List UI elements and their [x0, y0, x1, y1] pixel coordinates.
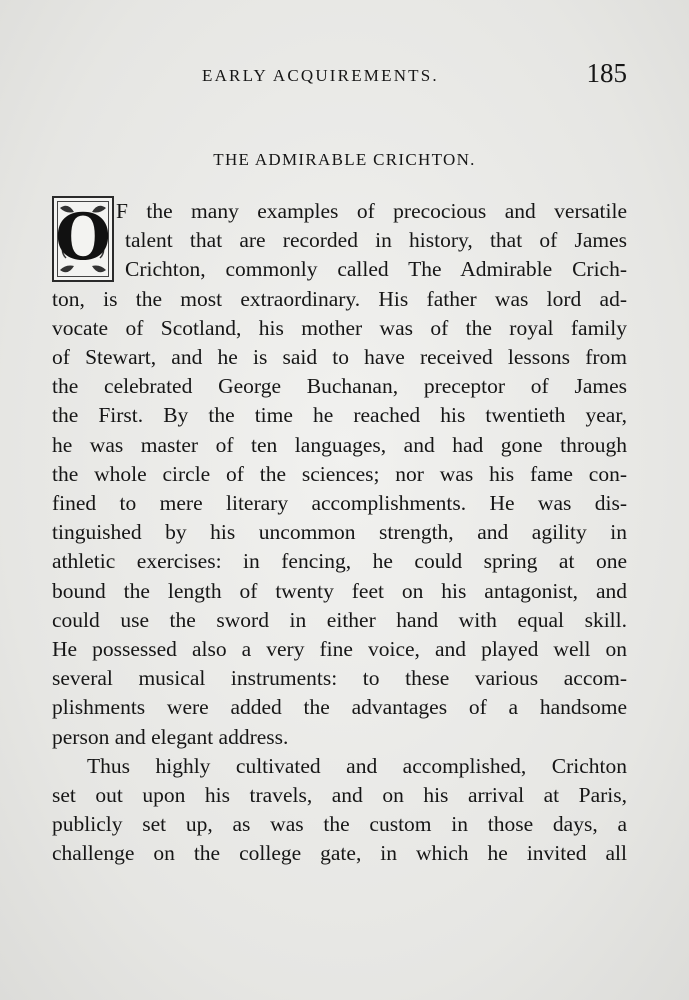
text-line: He possessed also a very fine voice, and played well on — [52, 637, 627, 661]
text-line: several musical instruments: to these various accom- — [52, 666, 627, 691]
section-title: THE ADMIRABLE CRICHTON. — [213, 150, 476, 169]
text-line: Crichton, commonly called The Admirable Crich- — [125, 257, 627, 282]
drop-cap-letter: O — [55, 200, 111, 275]
text-line: set out upon his travels, and on his arrival at Paris, — [52, 783, 627, 807]
page-header — [52, 58, 627, 94]
text-line: Thus highly cultivated and accomplished, Crichton — [87, 753, 627, 778]
text-line: athletic exercises: in fencing, he could spring at one — [52, 549, 627, 574]
text-line: the First. By the time he reached his twentieth year, — [52, 403, 627, 428]
drop-cap-ornament — [52, 196, 114, 282]
text-line: tinguished by his uncommon strength, and agility in — [52, 520, 627, 545]
text-line: he was master of ten languages, and had gone through — [52, 432, 627, 457]
text-line: challenge on the college gate, in which he invited all — [52, 841, 627, 866]
text-line: bound the length of twenty feet on his antagonist, and — [52, 578, 627, 603]
running-head: EARLY ACQUIREMENTS. — [202, 66, 439, 85]
text-line: fined to mere literary accomplishments. He was dis- — [52, 491, 627, 515]
text-line: could use the sword in either hand with equal skill. — [52, 607, 627, 632]
page-number: 185 — [586, 58, 627, 88]
text-line: of Stewart, and he is said to have received lessons from — [52, 345, 627, 369]
text-line: vocate of Scotland, his mother was of the royal family — [52, 315, 627, 340]
text-line: ton, is the most extraordinary. His father was lord ad- — [52, 286, 627, 311]
text-line: F the many examples of precocious and versatile — [116, 199, 627, 223]
text-line: the whole circle of the sciences; nor was his fame con- — [52, 461, 627, 486]
text-line: plishments were added the advantages of a handsome — [52, 695, 627, 720]
text-line: talent that are recorded in history, that of James — [125, 228, 627, 253]
text-line: person and elegant address. — [52, 724, 289, 749]
text-line: publicly set up, as was the custom in those days, a — [52, 812, 627, 837]
text-line: the celebrated George Buchanan, preceptor of James — [52, 374, 627, 399]
